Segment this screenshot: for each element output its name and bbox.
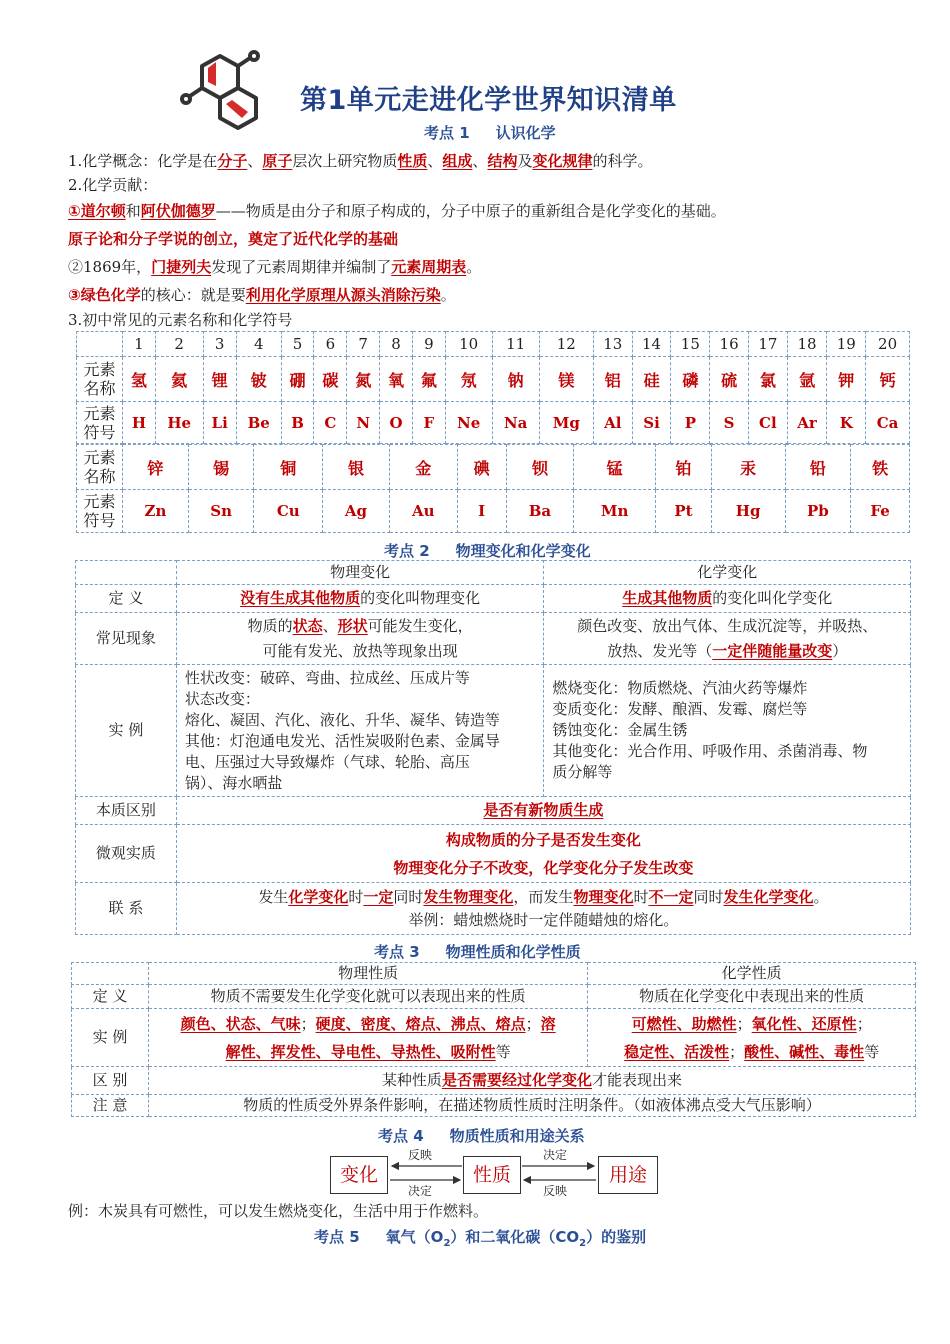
phys-examples: 性状改变：破碎、弯曲、拉成丝、压成片等 状态改变： 熔化、凝固、汽化、液化、升华、凝华、铸造等 其他：灯泡通电发光、活性炭吸附色素、金属导 电、压强过大导致爆炸（气球、轮胎、高压 锅）、海水晒盐: [176, 665, 544, 797]
element-number: 8: [380, 332, 413, 357]
note-value: 物质的性质受外界条件影响，在描述物质性质时注明条件。（如液体沸点受大气压影响）: [148, 1095, 915, 1117]
element-name: 铂: [656, 445, 711, 490]
label-decide-2: 决定: [543, 1148, 568, 1162]
element-number: 15: [671, 332, 710, 357]
chem-phenomena: 颜色改变、放出气体、生成沉淀等，并吸热、 放热、发光等（一定伴随能量改变）: [544, 613, 911, 665]
element-name: 硼: [281, 357, 314, 402]
benzene-ring-icon: [176, 48, 268, 130]
element-symbol: Si: [632, 402, 671, 444]
section-2-heading: 考点 2 物理变化和化学变化: [384, 542, 591, 560]
element-name: 氦: [155, 357, 203, 402]
element-symbol: Sn: [188, 490, 254, 533]
element-number: 10: [445, 332, 492, 357]
element-name: 铁: [851, 445, 910, 490]
element-name: 氟: [412, 357, 445, 402]
row-examples: 实 例: [76, 665, 177, 797]
element-name: 铝: [593, 357, 632, 402]
phys-prop-definition: 物质不需要发生化学变化就可以表现出来的性质: [148, 985, 587, 1009]
elements-label: 3.初中常见的元素名称和化学符号: [68, 311, 293, 329]
element-symbol: Fe: [851, 490, 910, 533]
element-symbol: Hg: [711, 490, 785, 533]
box-use: 用途: [598, 1156, 658, 1194]
essence-value: 是否有新物质生成: [176, 797, 910, 825]
row-essence: 本质区别: [76, 797, 177, 825]
contribution-1: ①道尔顿和阿伏伽德罗——物质是由分子和原子构成的，分子中原子的重新组合是化学变化的基础。: [68, 202, 726, 220]
section-1-number: 考点 1: [424, 124, 470, 142]
element-symbol: Ne: [445, 402, 492, 444]
row-label-symbol: 元素符号: [77, 402, 123, 444]
element-symbol: P: [671, 402, 710, 444]
element-symbol: Cu: [254, 490, 323, 533]
contribution-label: 2.化学贡献：: [68, 176, 158, 194]
label-reflect-2: 反映: [543, 1184, 568, 1198]
element-number: 9: [412, 332, 445, 357]
phys-phenomena: 物质的状态、形状可能发生变化， 可能有发光、放热等现象出现: [176, 613, 544, 665]
element-number: 5: [281, 332, 314, 357]
element-symbol: Na: [492, 402, 539, 444]
element-name: 硫: [710, 357, 749, 402]
row-definition: 定 义: [72, 985, 149, 1009]
element-name: 银: [323, 445, 390, 490]
row-link: 联 系: [76, 883, 177, 935]
element-name: 钙: [866, 357, 910, 402]
row-label-symbol-2: 元素符号: [77, 490, 123, 533]
element-name: 磷: [671, 357, 710, 402]
element-number: 12: [539, 332, 593, 357]
element-name: 氩: [787, 357, 827, 402]
chem-examples: 燃烧变化：物质燃烧、汽油火药等爆炸 变质变化：发酵、酿酒、发霉、腐烂等 锈蚀变化：金属生锈 其他变化：光合作用、呼吸作用、杀菌消毒、物 质分解等: [544, 665, 911, 797]
element-symbol: Zn: [123, 490, 189, 533]
element-symbol: Mn: [574, 490, 656, 533]
element-name: 钾: [827, 357, 866, 402]
row-micro: 微观实质: [76, 825, 177, 883]
element-symbol: Mg: [539, 402, 593, 444]
element-symbol: Ca: [866, 402, 910, 444]
element-name: 氮: [347, 357, 380, 402]
element-symbol: Be: [236, 402, 281, 444]
element-number: 14: [632, 332, 671, 357]
element-number: 18: [787, 332, 827, 357]
section-4-heading: 考点 4 物质性质和用途关系: [378, 1127, 585, 1145]
label-reflect-1: 反映: [408, 1148, 433, 1162]
box-change: 变化: [330, 1156, 388, 1194]
element-name: 氖: [445, 357, 492, 402]
section-5-heading: 考点 5 氧气$(O_2)$和二氧化碳$(CO_2)$的鉴别: [314, 1228, 647, 1249]
element-symbol: B: [281, 402, 314, 444]
element-name: 碘: [457, 445, 506, 490]
element-symbol: Ba: [506, 490, 573, 533]
chem-concept: 1.化学概念：化学是在分子、原子层次上研究物质性质、组成、结构及变化规律的科学。: [68, 152, 653, 170]
element-number: 3: [203, 332, 236, 357]
element-number: 19: [827, 332, 866, 357]
physical-chemical-change-table: [75, 560, 911, 935]
elements-table-1: [76, 331, 910, 444]
section-1-title: 认识化学: [495, 124, 556, 142]
chem-prop-examples: 可燃性、助燃性；氧化性、还原性； 稳定性、活泼性；酸性、碱性、毒性等: [588, 1009, 916, 1067]
contribution-1-theory: 原子论和分子学说的创立，奠定了近代化学的基础: [68, 230, 399, 248]
row-label-name-2: 元素名称: [77, 445, 123, 490]
element-symbol: Li: [203, 402, 236, 444]
element-name: 氧: [380, 357, 413, 402]
element-symbol: N: [347, 402, 380, 444]
box-property: 性质: [463, 1156, 521, 1194]
element-symbol: Pt: [656, 490, 711, 533]
element-name: 铅: [785, 445, 851, 490]
element-symbol: Ag: [323, 490, 390, 533]
element-name: 氢: [123, 357, 156, 402]
contribution-2: ②1869年，门捷列夫发现了元素周期律并编制了元素周期表。: [68, 258, 482, 276]
elements-table-2: [76, 444, 910, 533]
element-number: 6: [314, 332, 347, 357]
element-name: 碳: [314, 357, 347, 402]
element-symbol: K: [827, 402, 866, 444]
element-name: 锂: [203, 357, 236, 402]
element-name: 硅: [632, 357, 671, 402]
element-number: 20: [866, 332, 910, 357]
element-number: 2: [155, 332, 203, 357]
element-name: 钠: [492, 357, 539, 402]
col-chemical-property: 化学性质: [588, 963, 916, 985]
col-physical-change: 物理变化: [176, 561, 544, 585]
element-symbol: I: [457, 490, 506, 533]
col-physical-property: 物理性质: [148, 963, 587, 985]
element-name: 铜: [254, 445, 323, 490]
element-name: 钡: [506, 445, 573, 490]
element-symbol: Cl: [748, 402, 787, 444]
element-number: 17: [748, 332, 787, 357]
chem-definition: 生成其他物质的变化叫化学变化: [544, 585, 911, 613]
element-name: 氯: [748, 357, 787, 402]
properties-table: [71, 962, 916, 1117]
col-chemical-change: 化学变化: [544, 561, 911, 585]
section-3-heading: 考点 3 物理性质和化学性质: [374, 943, 581, 961]
row-examples: 实 例: [72, 1009, 149, 1067]
element-symbol: Ar: [787, 402, 827, 444]
row-phenomena: 常见现象: [76, 613, 177, 665]
section-1-heading: [424, 122, 556, 143]
element-name: 金: [389, 445, 457, 490]
phys-definition: 没有生成其他物质的变化叫物理变化: [176, 585, 544, 613]
element-number: 13: [593, 332, 632, 357]
chem-prop-definition: 物质在化学变化中表现出来的性质: [588, 985, 916, 1009]
element-symbol: Al: [593, 402, 632, 444]
relation-example: 例：木炭具有可燃性，可以发生燃烧变化，生活中用于作燃料。: [68, 1202, 489, 1220]
micro-value: 构成物质的分子是否发生变化 物理变化分子不改变，化学变化分子发生改变: [176, 825, 910, 883]
element-number: 4: [236, 332, 281, 357]
element-name: 锌: [123, 445, 189, 490]
element-name: 锰: [574, 445, 656, 490]
link-value: 发生化学变化时一定同时发生物理变化，而发生物理变化时不一定同时发生化学变化。 举例：蜡烛燃烧时一定伴随蜡烛的熔化。: [176, 883, 910, 935]
element-symbol: Pb: [785, 490, 851, 533]
element-symbol: C: [314, 402, 347, 444]
element-symbol: F: [412, 402, 445, 444]
element-number: 7: [347, 332, 380, 357]
contribution-3: ③绿色化学的核心：就是要利用化学原理从源头消除污染。: [68, 286, 456, 304]
element-name: 铍: [236, 357, 281, 402]
element-name: 汞: [711, 445, 785, 490]
page-title: 第1单元走进化学世界知识清单: [300, 85, 677, 116]
element-name: 锡: [188, 445, 254, 490]
row-note: 注 意: [72, 1095, 149, 1117]
element-symbol: Au: [389, 490, 457, 533]
label-decide-1: 决定: [408, 1184, 433, 1198]
element-symbol: H: [123, 402, 156, 444]
element-symbol: He: [155, 402, 203, 444]
difference-value: 某种性质是否需要经过化学变化才能表现出来: [148, 1067, 915, 1095]
element-symbol: O: [380, 402, 413, 444]
element-symbol: S: [710, 402, 749, 444]
element-number: 16: [710, 332, 749, 357]
row-difference: 区 别: [72, 1067, 149, 1095]
row-label-name: 元素名称: [77, 357, 123, 402]
phys-prop-examples: 颜色、状态、气味；硬度、密度、熔点、沸点、熔点；溶 解性、挥发性、导电性、导热性、吸附性等: [148, 1009, 587, 1067]
row-definition: 定 义: [76, 585, 177, 613]
element-number: 1: [123, 332, 156, 357]
element-name: 镁: [539, 357, 593, 402]
element-number: 11: [492, 332, 539, 357]
